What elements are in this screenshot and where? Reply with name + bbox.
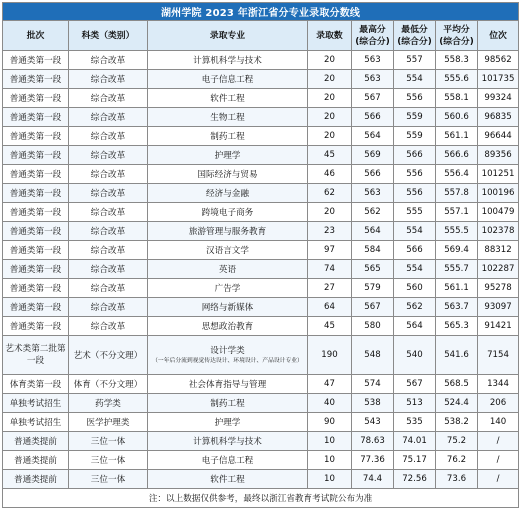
cell-subject: 艺术（不分文理） [69,336,148,375]
cell-major: 护理学 [148,146,308,165]
table-row [3,432,519,451]
table-row [3,203,519,222]
cell-rank: 98562 [478,51,519,70]
cell-subject: 综合改革 [69,298,148,317]
cell-subject: 综合改革 [69,108,148,127]
cell-major: 计算机科学与技术 [148,51,308,70]
cell-rank: 89356 [478,146,519,165]
cell-rank: / [478,451,519,470]
cell-major-main: 设计学类 [210,346,245,356]
cell-major: 汉语言文学 [148,241,308,260]
cell-avg: 555.6 [436,70,478,89]
header-max-line1: 最高分 [359,24,386,35]
header-max [352,21,394,51]
cell-avg: 568.5 [436,375,478,394]
table-row [3,394,519,413]
header-count: 录取数 [308,21,352,51]
cell-avg: 558.1 [436,89,478,108]
table-title-row [3,3,519,21]
cell-count: 190 [308,336,352,375]
cell-avg: 560.6 [436,108,478,127]
cell-subject: 综合改革 [69,70,148,89]
cell-batch: 普通类第一段 [3,146,69,165]
cell-rank: 95278 [478,279,519,298]
cell-count: 97 [308,241,352,260]
cell-major: 网络与新媒体 [148,298,308,317]
cell-avg: 569.4 [436,241,478,260]
cell-count: 10 [308,432,352,451]
cell-max: 567 [352,298,394,317]
cell-count: 45 [308,317,352,336]
table-row [3,279,519,298]
header-avg-line1: 平均分 [443,24,470,35]
cell-count: 20 [308,203,352,222]
cell-min: 554 [394,70,436,89]
cell-batch: 体育类第一段 [3,375,69,394]
cell-batch: 普通类第一段 [3,184,69,203]
cell-max: 584 [352,241,394,260]
cell-avg: 524.4 [436,394,478,413]
cell-avg: 556.4 [436,165,478,184]
cell-avg: 561.1 [436,127,478,146]
cell-min: 562 [394,298,436,317]
table-row-art [3,336,519,375]
cell-subject: 综合改革 [69,89,148,108]
header-min-line2: (综合分) [397,36,432,47]
cell-max: 563 [352,51,394,70]
cell-count: 45 [308,146,352,165]
table-row [3,51,519,70]
cell-min: 555 [394,203,436,222]
cell-batch: 普通类第一段 [3,298,69,317]
cell-count: 27 [308,279,352,298]
table-row [3,184,519,203]
cell-batch: 普通类第一段 [3,51,69,70]
cell-max: 566 [352,165,394,184]
cell-avg: 76.2 [436,451,478,470]
cell-major: 软件工程 [148,470,308,489]
cell-major: 计算机科学与技术 [148,432,308,451]
cell-major-note: （一年后分流到视觉传达设计、环境设计、产品设计专业） [152,358,303,364]
cell-min: 540 [394,336,436,375]
cell-rank: / [478,432,519,451]
table-row [3,146,519,165]
cell-rank: 96835 [478,108,519,127]
cell-rank: 100479 [478,203,519,222]
cell-rank: 102287 [478,260,519,279]
cell-rank: 99324 [478,89,519,108]
cell-subject: 综合改革 [69,279,148,298]
cell-max: 579 [352,279,394,298]
table-row [3,127,519,146]
cell-batch: 普通类第一段 [3,279,69,298]
cell-max: 74.4 [352,470,394,489]
cell-min: 556 [394,89,436,108]
cell-rank: 88312 [478,241,519,260]
cell-subject: 三位一体 [69,432,148,451]
cell-max: 562 [352,203,394,222]
table-row [3,317,519,336]
cell-max: 563 [352,70,394,89]
cell-min: 564 [394,317,436,336]
cell-count: 10 [308,470,352,489]
cell-max: 548 [352,336,394,375]
cell-batch: 普通类第一段 [3,127,69,146]
cell-max: 564 [352,127,394,146]
cell-count: 10 [308,451,352,470]
cell-subject: 药学类 [69,394,148,413]
cell-rank: 91421 [478,317,519,336]
cell-avg: 558.3 [436,51,478,70]
cell-avg: 557.8 [436,184,478,203]
cell-subject: 综合改革 [69,146,148,165]
cell-max: 563 [352,184,394,203]
cell-max: 565 [352,260,394,279]
cell-avg: 563.7 [436,298,478,317]
cell-max: 77.36 [352,451,394,470]
table-row [3,70,519,89]
header-batch: 批次 [3,21,69,51]
cell-rank: 101251 [478,165,519,184]
cell-min: 513 [394,394,436,413]
cell-avg: 555.5 [436,222,478,241]
cell-count: 46 [308,165,352,184]
table-row [3,260,519,279]
cell-count: 20 [308,51,352,70]
cell-subject: 综合改革 [69,203,148,222]
header-rank: 位次 [478,21,519,51]
table-row [3,470,519,489]
cell-max: 566 [352,108,394,127]
cell-subject: 综合改革 [69,222,148,241]
cell-major: 电子信息工程 [148,70,308,89]
cell-major: 制药工程 [148,127,308,146]
cell-count: 90 [308,413,352,432]
admission-score-document [2,2,518,504]
table-row [3,89,519,108]
cell-batch: 普通类第一段 [3,165,69,184]
cell-batch: 普通类第一段 [3,89,69,108]
cell-batch: 普通类第一段 [3,260,69,279]
cell-min: 75.17 [394,451,436,470]
table-row [3,165,519,184]
table-row [3,375,519,394]
cell-batch: 普通类提前 [3,432,69,451]
table-row [3,451,519,470]
cell-major: 广告学 [148,279,308,298]
cell-avg: 555.7 [436,260,478,279]
table-row [3,298,519,317]
cell-min: 72.56 [394,470,436,489]
cell-batch: 普通类第一段 [3,70,69,89]
cell-max: 567 [352,89,394,108]
cell-batch: 单独考试招生 [3,394,69,413]
cell-batch: 艺术类第二批第一段 [3,336,69,375]
header-avg-line2: (综合分) [439,36,474,47]
cell-rank: 96644 [478,127,519,146]
cell-subject: 综合改革 [69,260,148,279]
cell-major: 生物工程 [148,108,308,127]
cell-subject: 综合改革 [69,51,148,70]
cell-count: 23 [308,222,352,241]
header-row [3,21,519,51]
cell-subject: 三位一体 [69,451,148,470]
cell-count: 20 [308,70,352,89]
cell-major: 跨境电子商务 [148,203,308,222]
cell-min: 566 [394,146,436,165]
cell-major: 软件工程 [148,89,308,108]
table-note: 注：以上数据仅供参考，最终以浙江省教育考试院公布为准 [3,489,519,508]
cell-rank: 102378 [478,222,519,241]
cell-rank: 7154 [478,336,519,375]
cell-rank: 101735 [478,70,519,89]
cell-rank: 100196 [478,184,519,203]
cell-avg: 538.2 [436,413,478,432]
cell-min: 554 [394,260,436,279]
cell-max: 78.63 [352,432,394,451]
cell-major [148,336,308,375]
header-min [394,21,436,51]
cell-subject: 综合改革 [69,127,148,146]
cell-batch: 普通类提前 [3,451,69,470]
table-row [3,222,519,241]
cell-subject: 综合改革 [69,317,148,336]
cell-batch: 普通类第一段 [3,222,69,241]
cell-rank: / [478,470,519,489]
cell-count: 20 [308,127,352,146]
table-row [3,413,519,432]
cell-count: 74 [308,260,352,279]
cell-count: 20 [308,89,352,108]
cell-count: 20 [308,108,352,127]
cell-max: 574 [352,375,394,394]
cell-subject: 三位一体 [69,470,148,489]
cell-max: 543 [352,413,394,432]
cell-batch: 普通类第一段 [3,241,69,260]
table-row [3,241,519,260]
table-row [3,108,519,127]
cell-subject: 医学护理类 [69,413,148,432]
cell-max: 564 [352,222,394,241]
cell-major: 思想政治教育 [148,317,308,336]
cell-major: 制药工程 [148,394,308,413]
cell-min: 535 [394,413,436,432]
cell-avg: 541.6 [436,336,478,375]
header-subject: 科类（类别） [69,21,148,51]
cell-major: 国际经济与贸易 [148,165,308,184]
cell-avg: 565.3 [436,317,478,336]
cell-subject: 综合改革 [69,241,148,260]
cell-avg: 561.1 [436,279,478,298]
cell-count: 47 [308,375,352,394]
cell-batch: 单独考试招生 [3,413,69,432]
header-min-line1: 最低分 [401,24,428,35]
cell-batch: 普通类第一段 [3,317,69,336]
cell-count: 40 [308,394,352,413]
admission-score-table [2,2,519,508]
cell-min: 560 [394,279,436,298]
cell-min: 566 [394,241,436,260]
cell-batch: 普通类第一段 [3,108,69,127]
cell-max: 538 [352,394,394,413]
cell-count: 62 [308,184,352,203]
cell-min: 74.01 [394,432,436,451]
cell-subject: 综合改革 [69,165,148,184]
cell-batch: 普通类提前 [3,470,69,489]
cell-avg: 75.2 [436,432,478,451]
cell-min: 554 [394,222,436,241]
cell-max: 580 [352,317,394,336]
cell-min: 559 [394,108,436,127]
cell-avg: 73.6 [436,470,478,489]
cell-rank: 1344 [478,375,519,394]
cell-major: 护理学 [148,413,308,432]
cell-avg: 557.1 [436,203,478,222]
cell-rank: 206 [478,394,519,413]
header-major: 录取专业 [148,21,308,51]
cell-min: 557 [394,51,436,70]
cell-rank: 93097 [478,298,519,317]
cell-batch: 普通类第一段 [3,203,69,222]
cell-count: 64 [308,298,352,317]
cell-subject: 综合改革 [69,184,148,203]
cell-min: 556 [394,165,436,184]
cell-rank: 140 [478,413,519,432]
cell-major: 电子信息工程 [148,451,308,470]
cell-min: 559 [394,127,436,146]
table-title: 湖州学院 2023 年浙江省分专业录取分数线 [3,3,519,21]
cell-min: 556 [394,184,436,203]
header-avg [436,21,478,51]
cell-min: 567 [394,375,436,394]
cell-major: 社会体育指导与管理 [148,375,308,394]
cell-avg: 566.6 [436,146,478,165]
cell-major: 英语 [148,260,308,279]
note-row [3,489,519,508]
cell-major: 经济与金融 [148,184,308,203]
cell-subject: 体育（不分文理） [69,375,148,394]
cell-major: 旅游管理与服务教育 [148,222,308,241]
header-max-line2: (综合分) [355,36,390,47]
cell-max: 569 [352,146,394,165]
